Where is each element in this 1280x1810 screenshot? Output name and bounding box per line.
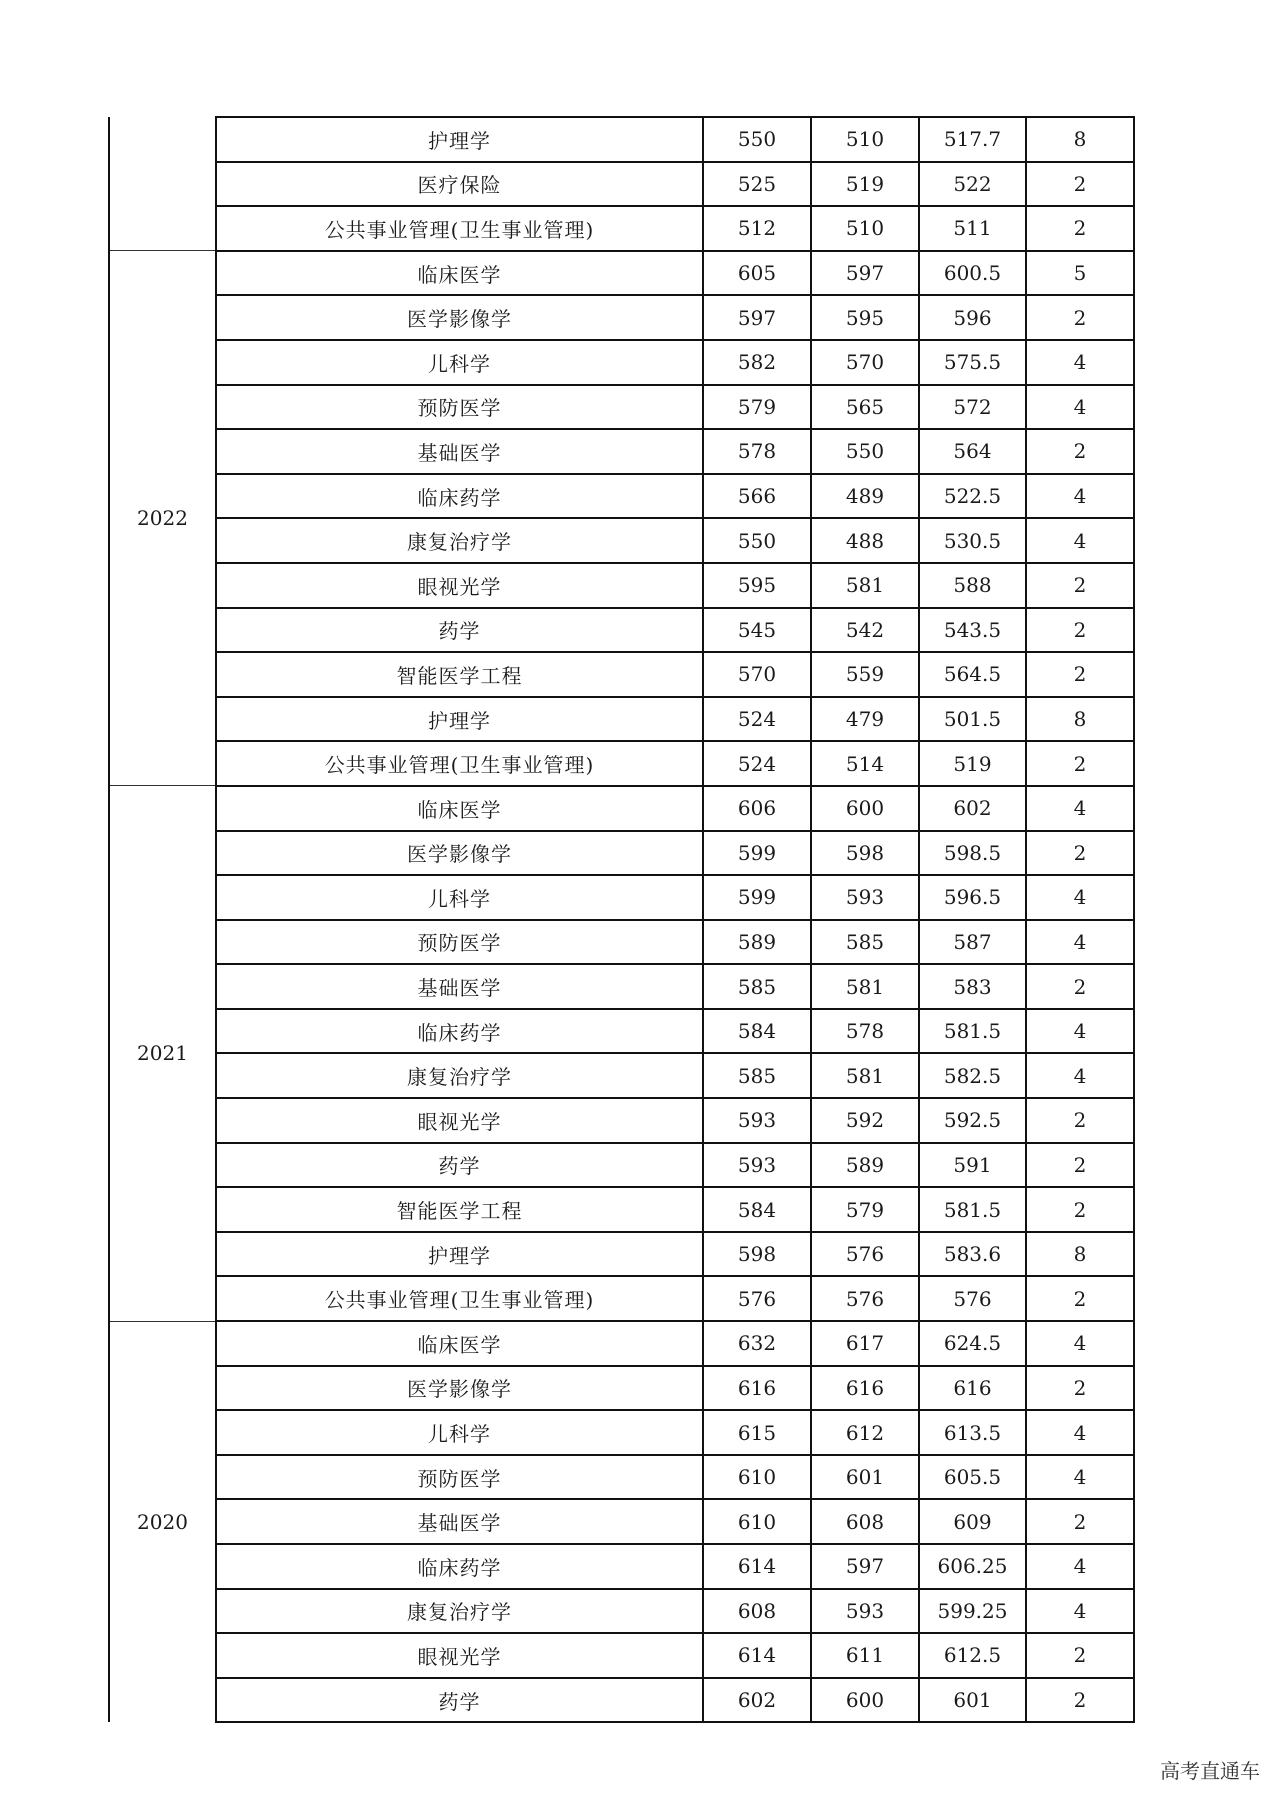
max-score-cell: 606 xyxy=(703,786,811,831)
min-score-cell: 589 xyxy=(811,1143,919,1188)
major-cell: 医疗保险 xyxy=(216,162,703,207)
avg-score-cell: 582.5 xyxy=(919,1053,1026,1098)
avg-score-cell: 564.5 xyxy=(919,652,1026,697)
table-row xyxy=(109,385,1134,430)
major-cell: 临床药学 xyxy=(216,474,703,519)
major-cell: 药学 xyxy=(216,1143,703,1188)
min-score-cell: 559 xyxy=(811,652,919,697)
major-cell: 预防医学 xyxy=(216,385,703,430)
table-row xyxy=(109,1544,1134,1589)
duration-cell: 2 xyxy=(1026,741,1134,786)
major-cell: 眼视光学 xyxy=(216,1098,703,1143)
duration-cell: 8 xyxy=(1026,697,1134,742)
max-score-cell: 614 xyxy=(703,1633,811,1678)
duration-cell: 4 xyxy=(1026,518,1134,563)
major-cell: 眼视光学 xyxy=(216,563,703,608)
max-score-cell: 598 xyxy=(703,1232,811,1277)
duration-cell: 2 xyxy=(1026,1143,1134,1188)
major-cell: 儿科学 xyxy=(216,1410,703,1455)
duration-cell: 4 xyxy=(1026,474,1134,519)
avg-score-cell: 583.6 xyxy=(919,1232,1026,1277)
table-row xyxy=(109,920,1134,965)
min-score-cell: 600 xyxy=(811,1678,919,1723)
max-score-cell: 632 xyxy=(703,1321,811,1366)
table-row xyxy=(109,117,1134,162)
duration-cell: 4 xyxy=(1026,1544,1134,1589)
min-score-cell: 570 xyxy=(811,340,919,385)
max-score-cell: 550 xyxy=(703,518,811,563)
major-cell: 临床医学 xyxy=(216,786,703,831)
duration-cell: 4 xyxy=(1026,920,1134,965)
avg-score-cell: 588 xyxy=(919,563,1026,608)
table-row xyxy=(109,251,1134,296)
table-row xyxy=(109,474,1134,519)
duration-cell: 2 xyxy=(1026,1276,1134,1321)
table-row xyxy=(109,1678,1134,1723)
avg-score-cell: 599.25 xyxy=(919,1589,1026,1634)
max-score-cell: 524 xyxy=(703,741,811,786)
max-score-cell: 615 xyxy=(703,1410,811,1455)
avg-score-cell: 583 xyxy=(919,964,1026,1009)
duration-cell: 4 xyxy=(1026,875,1134,920)
avg-score-cell: 600.5 xyxy=(919,251,1026,296)
min-score-cell: 611 xyxy=(811,1633,919,1678)
avg-score-cell: 564 xyxy=(919,429,1026,474)
table-row xyxy=(109,162,1134,207)
table-row xyxy=(109,786,1134,831)
major-cell: 康复治疗学 xyxy=(216,1053,703,1098)
table-row xyxy=(109,652,1134,697)
year-cell: 2021 xyxy=(109,786,216,1321)
max-score-cell: 550 xyxy=(703,117,811,162)
max-score-cell: 605 xyxy=(703,251,811,296)
max-score-cell: 570 xyxy=(703,652,811,697)
major-cell: 药学 xyxy=(216,1678,703,1723)
max-score-cell: 566 xyxy=(703,474,811,519)
avg-score-cell: 587 xyxy=(919,920,1026,965)
table-row xyxy=(109,831,1134,876)
min-score-cell: 489 xyxy=(811,474,919,519)
major-cell: 医学影像学 xyxy=(216,1366,703,1411)
min-score-cell: 597 xyxy=(811,1544,919,1589)
avg-score-cell: 613.5 xyxy=(919,1410,1026,1455)
min-score-cell: 597 xyxy=(811,251,919,296)
min-score-cell: 593 xyxy=(811,1589,919,1634)
min-score-cell: 578 xyxy=(811,1009,919,1054)
avg-score-cell: 581.5 xyxy=(919,1187,1026,1232)
table-row xyxy=(109,1009,1134,1054)
major-cell: 临床药学 xyxy=(216,1544,703,1589)
avg-score-cell: 596.5 xyxy=(919,875,1026,920)
duration-cell: 2 xyxy=(1026,964,1134,1009)
min-score-cell: 576 xyxy=(811,1232,919,1277)
min-score-cell: 510 xyxy=(811,206,919,251)
min-score-cell: 585 xyxy=(811,920,919,965)
major-cell: 医学影像学 xyxy=(216,831,703,876)
major-cell: 公共事业管理(卫生事业管理) xyxy=(216,741,703,786)
duration-cell: 2 xyxy=(1026,1633,1134,1678)
table-row xyxy=(109,1366,1134,1411)
watermark-text: 高考直通车 xyxy=(1160,1759,1260,1783)
year-cell xyxy=(109,117,216,251)
max-score-cell: 589 xyxy=(703,920,811,965)
major-cell: 儿科学 xyxy=(216,875,703,920)
max-score-cell: 610 xyxy=(703,1499,811,1544)
avg-score-cell: 511 xyxy=(919,206,1026,251)
duration-cell: 4 xyxy=(1026,1053,1134,1098)
max-score-cell: 610 xyxy=(703,1455,811,1500)
min-score-cell: 601 xyxy=(811,1455,919,1500)
major-cell: 临床医学 xyxy=(216,251,703,296)
major-cell: 预防医学 xyxy=(216,920,703,965)
table-row xyxy=(109,1053,1134,1098)
min-score-cell: 600 xyxy=(811,786,919,831)
avg-score-cell: 575.5 xyxy=(919,340,1026,385)
table-row xyxy=(109,1321,1134,1366)
max-score-cell: 524 xyxy=(703,697,811,742)
min-score-cell: 542 xyxy=(811,608,919,653)
duration-cell: 4 xyxy=(1026,1009,1134,1054)
min-score-cell: 608 xyxy=(811,1499,919,1544)
min-score-cell: 514 xyxy=(811,741,919,786)
avg-score-cell: 601 xyxy=(919,1678,1026,1723)
duration-cell: 2 xyxy=(1026,162,1134,207)
min-score-cell: 576 xyxy=(811,1276,919,1321)
table-row xyxy=(109,1633,1134,1678)
max-score-cell: 593 xyxy=(703,1098,811,1143)
avg-score-cell: 581.5 xyxy=(919,1009,1026,1054)
min-score-cell: 581 xyxy=(811,563,919,608)
duration-cell: 2 xyxy=(1026,295,1134,340)
table-row xyxy=(109,697,1134,742)
duration-cell: 8 xyxy=(1026,1232,1134,1277)
min-score-cell: 565 xyxy=(811,385,919,430)
major-cell: 康复治疗学 xyxy=(216,1589,703,1634)
max-score-cell: 608 xyxy=(703,1589,811,1634)
major-cell: 智能医学工程 xyxy=(216,1187,703,1232)
max-score-cell: 582 xyxy=(703,340,811,385)
duration-cell: 4 xyxy=(1026,786,1134,831)
avg-score-cell: 616 xyxy=(919,1366,1026,1411)
table-row xyxy=(109,206,1134,251)
max-score-cell: 512 xyxy=(703,206,811,251)
duration-cell: 2 xyxy=(1026,563,1134,608)
duration-cell: 4 xyxy=(1026,1410,1134,1455)
major-cell: 康复治疗学 xyxy=(216,518,703,563)
duration-cell: 4 xyxy=(1026,385,1134,430)
min-score-cell: 579 xyxy=(811,1187,919,1232)
score-table-container xyxy=(108,116,1135,1723)
avg-score-cell: 612.5 xyxy=(919,1633,1026,1678)
duration-cell: 5 xyxy=(1026,251,1134,296)
max-score-cell: 595 xyxy=(703,563,811,608)
min-score-cell: 519 xyxy=(811,162,919,207)
major-cell: 基础医学 xyxy=(216,1499,703,1544)
score-table xyxy=(108,116,1135,1723)
avg-score-cell: 501.5 xyxy=(919,697,1026,742)
avg-score-cell: 543.5 xyxy=(919,608,1026,653)
avg-score-cell: 522.5 xyxy=(919,474,1026,519)
duration-cell: 4 xyxy=(1026,1321,1134,1366)
year-cell: 2022 xyxy=(109,251,216,786)
min-score-cell: 595 xyxy=(811,295,919,340)
avg-score-cell: 530.5 xyxy=(919,518,1026,563)
table-row xyxy=(109,429,1134,474)
major-cell: 眼视光学 xyxy=(216,1633,703,1678)
avg-score-cell: 602 xyxy=(919,786,1026,831)
duration-cell: 2 xyxy=(1026,429,1134,474)
table-row xyxy=(109,741,1134,786)
table-row xyxy=(109,964,1134,1009)
avg-score-cell: 592.5 xyxy=(919,1098,1026,1143)
avg-score-cell: 609 xyxy=(919,1499,1026,1544)
major-cell: 药学 xyxy=(216,608,703,653)
table-row xyxy=(109,563,1134,608)
major-cell: 儿科学 xyxy=(216,340,703,385)
duration-cell: 2 xyxy=(1026,1366,1134,1411)
max-score-cell: 614 xyxy=(703,1544,811,1589)
min-score-cell: 598 xyxy=(811,831,919,876)
table-row xyxy=(109,1276,1134,1321)
duration-cell: 2 xyxy=(1026,652,1134,697)
min-score-cell: 616 xyxy=(811,1366,919,1411)
max-score-cell: 593 xyxy=(703,1143,811,1188)
max-score-cell: 584 xyxy=(703,1187,811,1232)
min-score-cell: 581 xyxy=(811,964,919,1009)
table-row xyxy=(109,1589,1134,1634)
min-score-cell: 479 xyxy=(811,697,919,742)
table-row xyxy=(109,1410,1134,1455)
avg-score-cell: 596 xyxy=(919,295,1026,340)
major-cell: 预防医学 xyxy=(216,1455,703,1500)
max-score-cell: 597 xyxy=(703,295,811,340)
table-row xyxy=(109,608,1134,653)
duration-cell: 2 xyxy=(1026,1678,1134,1723)
major-cell: 医学影像学 xyxy=(216,295,703,340)
max-score-cell: 599 xyxy=(703,875,811,920)
major-cell: 临床医学 xyxy=(216,1321,703,1366)
table-body xyxy=(109,117,1134,1722)
major-cell: 智能医学工程 xyxy=(216,652,703,697)
min-score-cell: 592 xyxy=(811,1098,919,1143)
min-score-cell: 550 xyxy=(811,429,919,474)
duration-cell: 4 xyxy=(1026,1589,1134,1634)
year-cell: 2020 xyxy=(109,1321,216,1722)
max-score-cell: 579 xyxy=(703,385,811,430)
avg-score-cell: 522 xyxy=(919,162,1026,207)
min-score-cell: 510 xyxy=(811,117,919,162)
duration-cell: 2 xyxy=(1026,608,1134,653)
max-score-cell: 602 xyxy=(703,1678,811,1723)
max-score-cell: 599 xyxy=(703,831,811,876)
table-row xyxy=(109,875,1134,920)
table-row xyxy=(109,1455,1134,1500)
table-row xyxy=(109,518,1134,563)
min-score-cell: 612 xyxy=(811,1410,919,1455)
avg-score-cell: 591 xyxy=(919,1143,1026,1188)
avg-score-cell: 598.5 xyxy=(919,831,1026,876)
table-row xyxy=(109,1232,1134,1277)
avg-score-cell: 572 xyxy=(919,385,1026,430)
max-score-cell: 545 xyxy=(703,608,811,653)
major-cell: 临床药学 xyxy=(216,1009,703,1054)
avg-score-cell: 624.5 xyxy=(919,1321,1026,1366)
table-row xyxy=(109,1187,1134,1232)
table-row xyxy=(109,1098,1134,1143)
max-score-cell: 584 xyxy=(703,1009,811,1054)
max-score-cell: 585 xyxy=(703,964,811,1009)
duration-cell: 8 xyxy=(1026,117,1134,162)
max-score-cell: 616 xyxy=(703,1366,811,1411)
min-score-cell: 581 xyxy=(811,1053,919,1098)
major-cell: 基础医学 xyxy=(216,429,703,474)
duration-cell: 2 xyxy=(1026,831,1134,876)
max-score-cell: 525 xyxy=(703,162,811,207)
duration-cell: 2 xyxy=(1026,1098,1134,1143)
table-row xyxy=(109,1143,1134,1188)
min-score-cell: 488 xyxy=(811,518,919,563)
major-cell: 公共事业管理(卫生事业管理) xyxy=(216,206,703,251)
duration-cell: 4 xyxy=(1026,1455,1134,1500)
avg-score-cell: 605.5 xyxy=(919,1455,1026,1500)
duration-cell: 4 xyxy=(1026,340,1134,385)
table-row xyxy=(109,340,1134,385)
max-score-cell: 578 xyxy=(703,429,811,474)
min-score-cell: 593 xyxy=(811,875,919,920)
table-row xyxy=(109,295,1134,340)
duration-cell: 2 xyxy=(1026,1499,1134,1544)
avg-score-cell: 606.25 xyxy=(919,1544,1026,1589)
duration-cell: 2 xyxy=(1026,206,1134,251)
min-score-cell: 617 xyxy=(811,1321,919,1366)
major-cell: 基础医学 xyxy=(216,964,703,1009)
duration-cell: 2 xyxy=(1026,1187,1134,1232)
major-cell: 公共事业管理(卫生事业管理) xyxy=(216,1276,703,1321)
avg-score-cell: 576 xyxy=(919,1276,1026,1321)
avg-score-cell: 519 xyxy=(919,741,1026,786)
max-score-cell: 576 xyxy=(703,1276,811,1321)
avg-score-cell: 517.7 xyxy=(919,117,1026,162)
table-row xyxy=(109,1499,1134,1544)
max-score-cell: 585 xyxy=(703,1053,811,1098)
major-cell: 护理学 xyxy=(216,117,703,162)
major-cell: 护理学 xyxy=(216,697,703,742)
major-cell: 护理学 xyxy=(216,1232,703,1277)
